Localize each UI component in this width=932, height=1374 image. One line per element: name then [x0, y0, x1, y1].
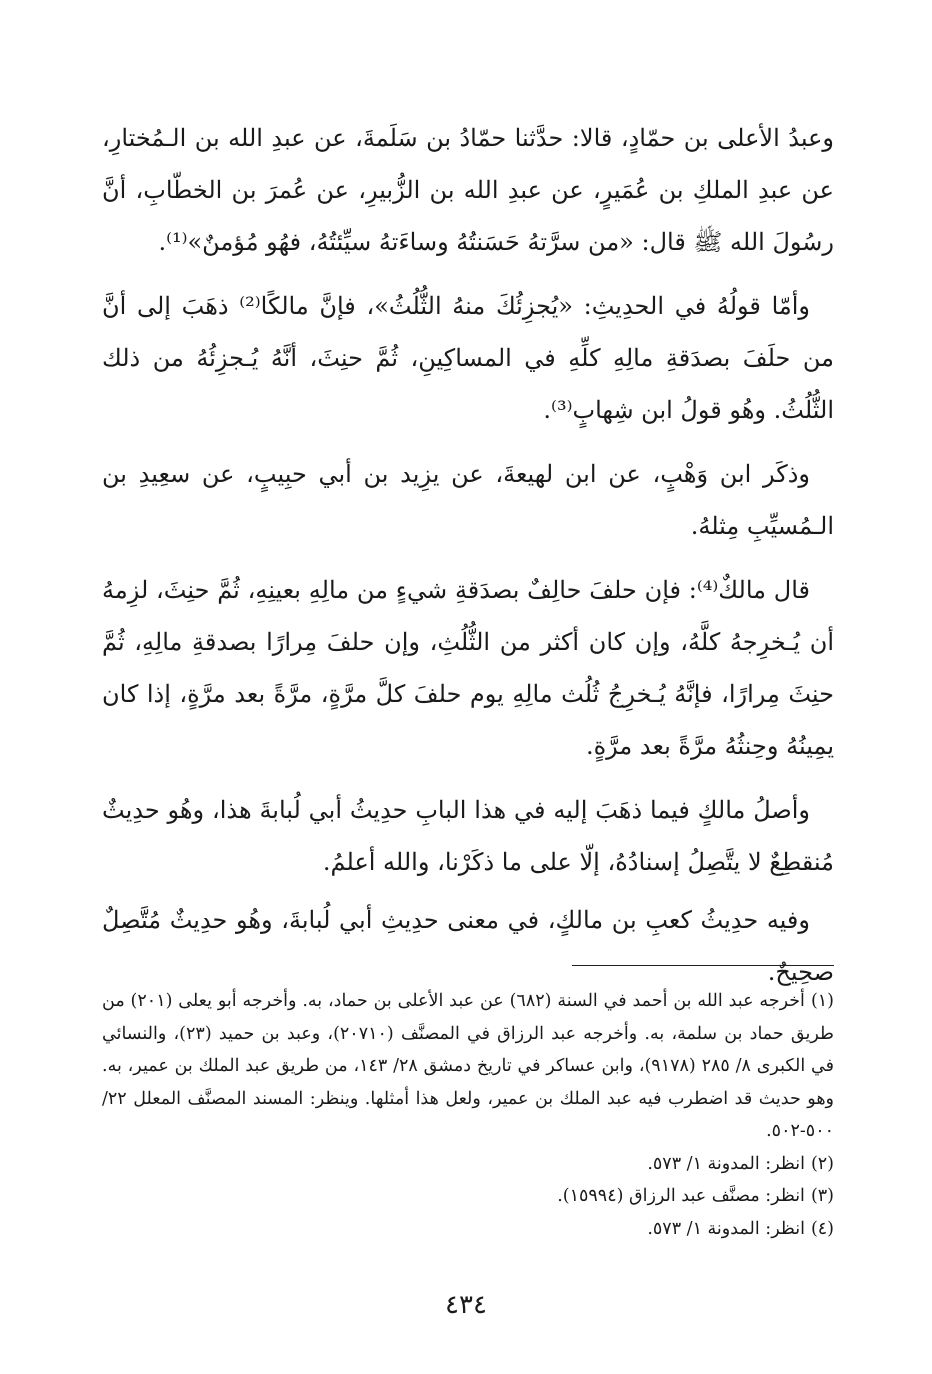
- paragraph-6: وفيه حدِيثُ كعبِ بن مالكٍ، في معنى حدِيثِ أبي لُبابةَ، وهُو حدِيثٌ مُتَّصِلٌ صحِيحٌ.: [102, 906, 834, 986]
- page-number: ٤٣٤: [445, 1290, 487, 1320]
- footnote-separator: [572, 965, 834, 966]
- footnote-2-number: (٢): [810, 1153, 834, 1174]
- footnote-2: [102, 1148, 834, 1181]
- footnote-4-text: انظر: المدونة ١/ ٥٧٣.: [647, 1218, 805, 1239]
- paragraph-4: قال مالكٌ⁽⁴⁾: فإن حلفَ حالِفٌ بصدَقةِ شيءٍ من مالِهِ بعينِهِ، ثُمَّ حنِثَ، لزِمهُ أن يُـخرِجهُ كلَّهُ، وإن كان أكثر من الثُّلُثِ، وإن حلفَ مِرارًا بصدقةِ مالِهِ، ثُمَّ حنِثَ مِرارًا، فإنَّهُ يُـخرِجُ ثُلُث مالِهِ يوم حلفَ كلَّ مرَّةٍ، مرَّةً بعد مرَّةٍ، إذا كان يمِينُهُ وحِنثُهُ مرَّةً بعد مرَّةٍ.: [102, 576, 834, 760]
- paragraph-5: وأصلُ مالكٍ فيما ذهَبَ إليه في هذا البابِ حدِيثُ أبي لُبابةَ هذا، وهُو حدِيثٌ مُنقطِعٌ لا يتَّصِلُ إسنادُهُ، إلّا على ما ذكَرْنا، والله أعلمُ.: [102, 796, 834, 876]
- paragraph-2: وأمّا قولُهُ في الحدِيثِ: «يُجزِئُكَ منهُ الثُّلُثُ»، فإنَّ مالكًا⁽²⁾ ذهَبَ إلى أنَّ من حلَفَ بصدَقةِ مالِهِ كلِّهِ في المساكِينِ، ثُمَّ حنِثَ، أنَّهُ يُـجزِئُهُ من ذلك الثُّلُثُ. وهُو قولُ ابن شِهابٍ⁽³⁾.: [102, 292, 834, 424]
- paragraph-1: وعبدُ الأعلى بن حمّادٍ، قالا: حدَّثنا حمّادُ بن سَلَمةَ، عن عبدِ الله بن الـمُختارِ، عن عبدِ الملكِ بن عُمَيرٍ، عن عبدِ الله بن الزُّبيرِ، عن عُمرَ بن الخطّابِ، أنَّ رسُولَ الله ﷺ قال: «من سرَّتهُ حَسَنتُهُ وساءَتهُ سيِّئتُهُ، فهُو مُؤمنٌ»⁽¹⁾.: [102, 124, 834, 256]
- footnote-1: [102, 985, 834, 1148]
- footnote-2-text: انظر: المدونة ١/ ٥٧٣.: [647, 1153, 805, 1174]
- main-text-body: [102, 112, 834, 1010]
- footnote-1-number: (١): [810, 991, 834, 1011]
- footnote-3-text: انظر: مصنَّف عبد الرزاق (١٥٩٩٤).: [557, 1186, 805, 1206]
- footnote-4-number: (٤): [810, 1218, 834, 1239]
- footnote-3: [102, 1180, 834, 1213]
- footnote-3-number: (٣): [810, 1186, 834, 1206]
- footnote-4: [102, 1213, 834, 1246]
- paragraph-3: وذكَر ابن وَهْبٍ، عن ابن لهيعةَ، عن يزِيد بن أبي حبِيبٍ، عن سعِيدِ بن الـمُسيِّبِ مِثلهُ.: [102, 460, 834, 540]
- footnote-1-text: أخرجه عبد الله بن أحمد في السنة (٦٨٢) عن عبد الأعلى بن حماد، به. وأخرجه أبو يعلى (٢٠١) من طريق حماد بن سلمة، به. وأخرجه عبد الرزاق في المصنَّف (٢٠٧١٠)، وعبد بن حميد (٢٣)، والنسائي في الكبرى ٨/ ٢٨٥ (٩١٧٨)، وابن عساكر في تاريخ دمشق ٢٨/ ١٤٣، من طريق عبد الملك بن عمير، به. وهو حديث قد اضطرب فيه عبد الملك بن عمير، ولعل هذا أمثلها. وينظر: المسند المصنَّف المعلل ٢٢/ ٥٠٠-٥٠٢.: [102, 991, 835, 1141]
- footnotes: [102, 985, 834, 1245]
